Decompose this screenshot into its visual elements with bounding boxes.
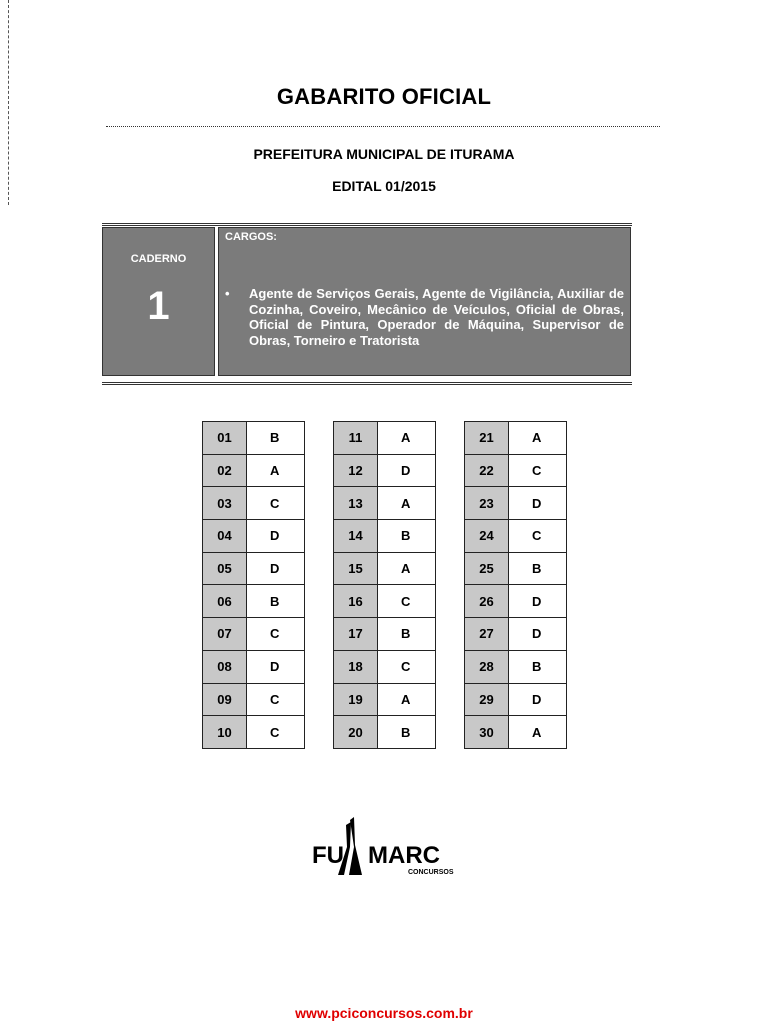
page-title: GABARITO OFICIAL	[276, 84, 492, 109]
question-number: 08	[203, 650, 247, 683]
answer-letter: A	[509, 422, 567, 455]
answer-letter: C	[378, 650, 436, 683]
table-row	[465, 716, 567, 749]
table-row	[465, 487, 567, 520]
answer-letter: B	[509, 650, 567, 683]
question-number: 17	[334, 618, 378, 651]
answer-letter: A	[378, 683, 436, 716]
caderno-panel	[102, 227, 215, 376]
answer-letter: D	[247, 520, 305, 553]
table-row	[334, 454, 436, 487]
table-row	[203, 683, 305, 716]
answer-letter: C	[378, 585, 436, 618]
question-number: 10	[203, 716, 247, 749]
answer-letter: B	[378, 716, 436, 749]
answer-letter: D	[509, 618, 567, 651]
question-number: 26	[465, 585, 509, 618]
answer-letter: D	[378, 454, 436, 487]
question-number: 21	[465, 422, 509, 455]
footer-url[interactable]: www.pciconcursos.com.br	[295, 1005, 473, 1021]
question-number: 05	[203, 552, 247, 585]
question-number: 09	[203, 683, 247, 716]
cargos-list	[225, 286, 624, 348]
question-number: 06	[203, 585, 247, 618]
answer-letter: C	[247, 487, 305, 520]
fumarc-logo	[310, 817, 460, 879]
logo-tagline: CONCURSOS	[408, 869, 454, 876]
answer-letter: C	[247, 716, 305, 749]
answer-table-3	[464, 421, 567, 749]
answer-letter: C	[509, 454, 567, 487]
table-row	[203, 487, 305, 520]
answer-letter: D	[509, 683, 567, 716]
table-row	[203, 422, 305, 455]
question-number: 23	[465, 487, 509, 520]
table-row	[203, 552, 305, 585]
question-number: 04	[203, 520, 247, 553]
question-number: 14	[334, 520, 378, 553]
answer-letter: B	[378, 520, 436, 553]
answer-letter: D	[509, 585, 567, 618]
bullet-icon: •	[225, 286, 230, 301]
question-number: 11	[334, 422, 378, 455]
answer-letter: C	[247, 618, 305, 651]
table-row	[203, 585, 305, 618]
table-row	[465, 552, 567, 585]
table-row	[334, 585, 436, 618]
table-row	[203, 618, 305, 651]
table-row	[203, 650, 305, 683]
answer-letter: A	[378, 487, 436, 520]
caderno-number: 1	[147, 284, 170, 328]
table-row	[465, 454, 567, 487]
cargos-text: Agente de Serviços Gerais, Agente de Vigilância, Auxiliar de Cozinha, Coveiro, Mecânico de Veículos, Oficial de Obras, Oficial de Pintura, Operador de Máquina, Supervisor de Obras, Torneiro e Tratorista	[249, 286, 624, 348]
question-number: 12	[334, 454, 378, 487]
table-row	[334, 618, 436, 651]
cargos-label: CARGOS:	[225, 231, 277, 243]
answer-letter: A	[247, 454, 305, 487]
question-number: 27	[465, 618, 509, 651]
dotted-divider	[106, 126, 660, 127]
question-number: 18	[334, 650, 378, 683]
table-row	[334, 422, 436, 455]
table-row	[334, 650, 436, 683]
answer-table-2	[333, 421, 436, 749]
answer-letter: C	[247, 683, 305, 716]
logo-text-right: MARC	[368, 842, 440, 869]
question-number: 19	[334, 683, 378, 716]
table-row	[334, 520, 436, 553]
table-row	[465, 520, 567, 553]
question-number: 03	[203, 487, 247, 520]
logo-text-left: FU	[312, 842, 344, 869]
answer-letter: D	[509, 487, 567, 520]
answer-letter: A	[378, 422, 436, 455]
question-number: 20	[334, 716, 378, 749]
answer-letter: B	[509, 552, 567, 585]
answer-letter: D	[247, 552, 305, 585]
edital-number: EDITAL 01/2015	[332, 178, 436, 194]
question-number: 22	[465, 454, 509, 487]
question-number: 24	[465, 520, 509, 553]
table-row	[203, 454, 305, 487]
answer-letter: B	[247, 585, 305, 618]
table-row	[334, 552, 436, 585]
table-row	[465, 585, 567, 618]
caderno-label: CADERNO	[130, 253, 187, 265]
table-row	[334, 487, 436, 520]
question-number: 29	[465, 683, 509, 716]
question-number: 01	[203, 422, 247, 455]
table-row	[465, 618, 567, 651]
table-row	[203, 520, 305, 553]
table-row	[334, 683, 436, 716]
table-row	[203, 716, 305, 749]
question-number: 07	[203, 618, 247, 651]
organization-name: PREFEITURA MUNICIPAL DE ITURAMA	[253, 146, 515, 162]
answer-letter: B	[378, 618, 436, 651]
question-number: 28	[465, 650, 509, 683]
question-number: 25	[465, 552, 509, 585]
table-row	[334, 716, 436, 749]
question-number: 16	[334, 585, 378, 618]
question-number: 02	[203, 454, 247, 487]
table-row	[465, 422, 567, 455]
answer-table-1	[202, 421, 305, 749]
table-row	[465, 683, 567, 716]
table-row	[465, 650, 567, 683]
question-number: 13	[334, 487, 378, 520]
answer-letter: A	[378, 552, 436, 585]
answer-letter: B	[247, 422, 305, 455]
cargos-panel	[218, 227, 631, 376]
answer-letter: A	[509, 716, 567, 749]
answer-letter: C	[509, 520, 567, 553]
question-number: 15	[334, 552, 378, 585]
answer-letter: D	[247, 650, 305, 683]
question-number: 30	[465, 716, 509, 749]
